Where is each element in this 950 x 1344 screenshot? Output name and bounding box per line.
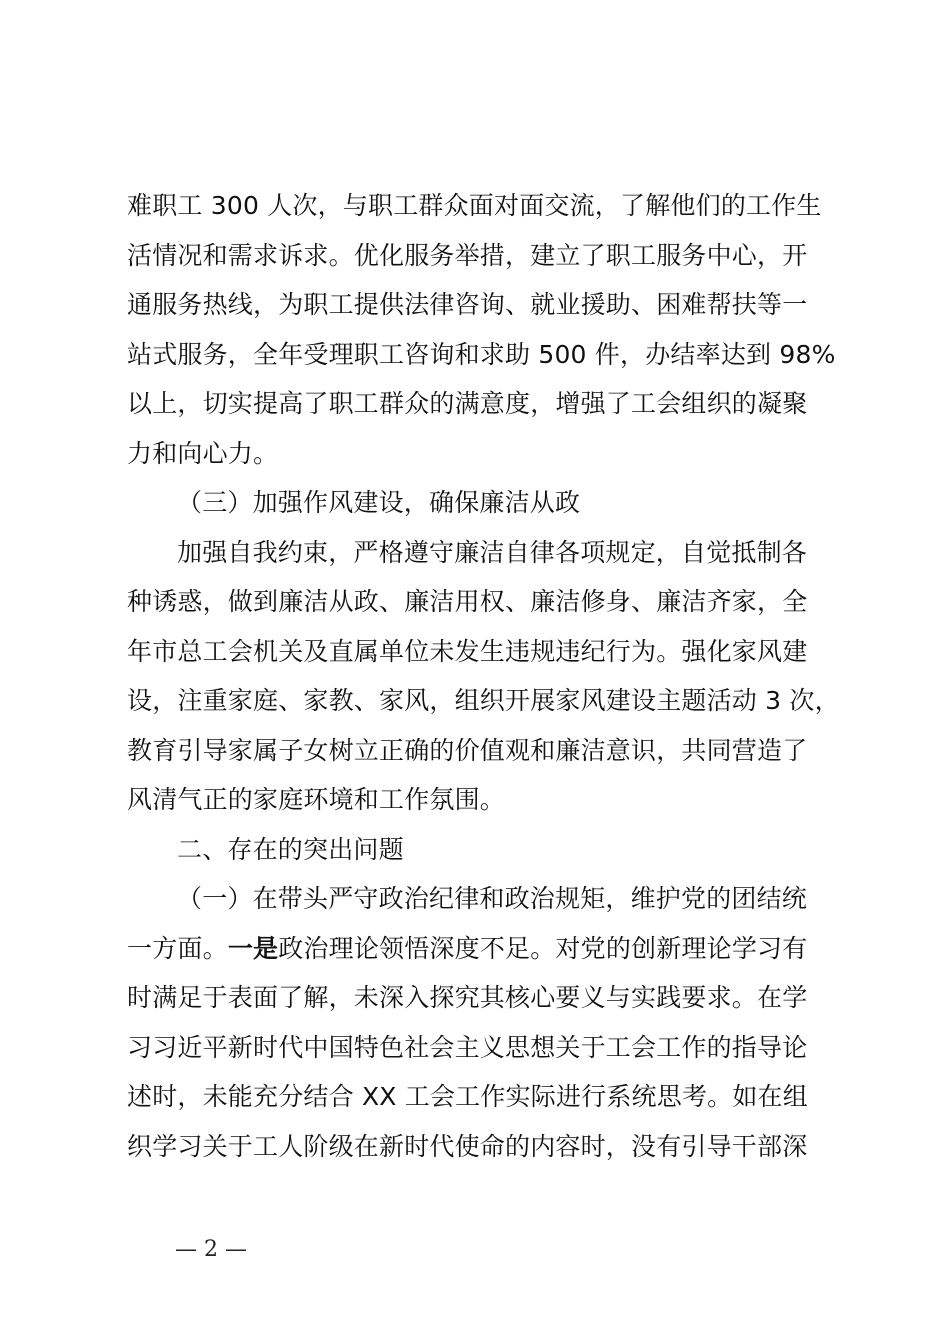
paragraph-line: 通服务热线，为职工提供法律咨询、就业援助、困难帮扶等一 xyxy=(127,290,808,319)
paragraph-line: 种诱惑，做到廉洁从政、廉洁用权、廉洁修身、廉洁齐家，全 xyxy=(127,587,808,616)
bold-marker: 一是 xyxy=(227,933,279,963)
paragraph-line: 加强自我约束，严格遵守廉洁自律各项规定，自觉抵制各 xyxy=(177,537,808,567)
line-text: 一方面。 xyxy=(127,933,228,963)
paragraph-line: 年市总工会机关及直属单位未发生违规违纪行为。强化家风建 xyxy=(127,636,808,666)
document-body xyxy=(127,181,839,1171)
paragraph-line: （一）在带头严守政治纪律和政治规矩，维护党的团结统 xyxy=(177,884,808,913)
paragraph-line: 站式服务，全年受理职工咨询和求助 500 件，办结率达到 98% xyxy=(127,339,836,369)
paragraph-line: 织学习关于工人阶级在新时代使命的内容时，没有引导干部深 xyxy=(127,1131,808,1161)
paragraph-line: 难职工 300 人次，与职工群众面对面交流，了解他们的工作生 xyxy=(127,191,822,220)
paragraph-line: 风清气正的家庭环境和工作氛围。 xyxy=(127,785,506,814)
line-text: 政治理论领悟深度不足。对党的创新理论学习有 xyxy=(278,933,808,963)
paragraph-line: 述时，未能充分结合 XX 工会工作实际进行系统思考。如在组 xyxy=(127,1082,808,1111)
paragraph-line: 以上，切实提高了职工群众的满意度，增强了工会组织的凝聚 xyxy=(127,389,808,418)
paragraph-line: 力和向心力。 xyxy=(127,438,279,468)
paragraph-line: 教育引导家属子女树立正确的价值观和廉洁意识，共同营造了 xyxy=(127,735,808,765)
page-number: — 2 — xyxy=(175,1237,247,1262)
section-heading: （三）加强作风建设，确保廉洁从政 xyxy=(177,488,581,517)
paragraph-line: 时满足于表面了解，未深入探究其核心要义与实践要求。在学 xyxy=(127,983,808,1012)
section-heading: 二、存在的突出问题 xyxy=(177,834,404,864)
paragraph-line: 活情况和需求诉求。优化服务举措，建立了职工服务中心，开 xyxy=(127,240,808,270)
paragraph-line: 习习近平新时代中国特色社会主义思想关于工会工作的指导论 xyxy=(127,1032,808,1062)
paragraph-line: 设，注重家庭、家教、家风，组织开展家风建设主题活动 3 次， xyxy=(127,686,840,715)
paragraph-line xyxy=(127,924,839,974)
